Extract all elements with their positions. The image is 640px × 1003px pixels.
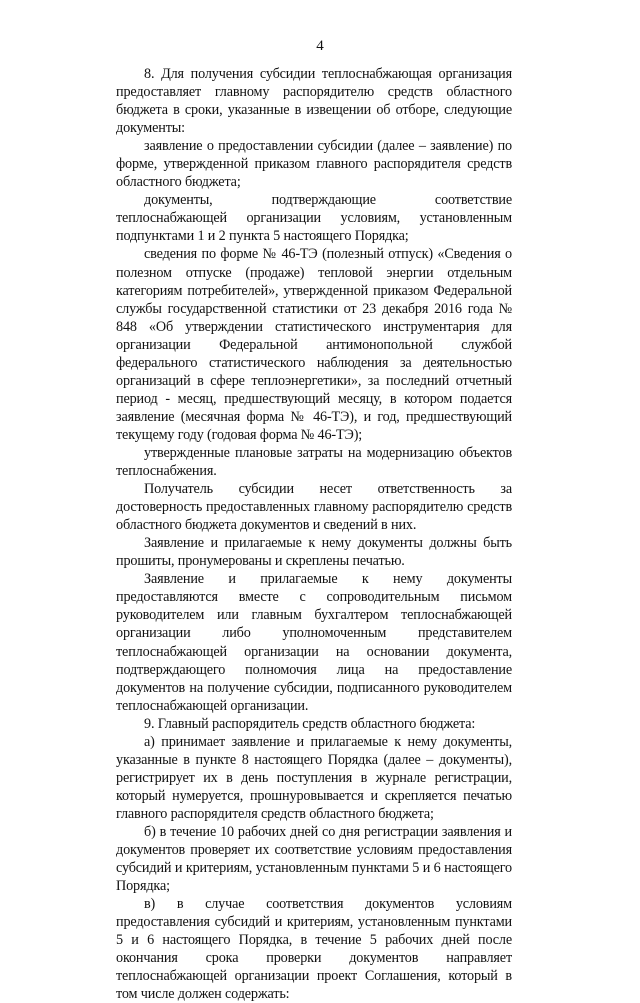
paragraph-planned-costs: утвержденные плановые затраты на модернизацию объектов теплоснабжения.: [116, 444, 512, 480]
paragraph-9a: а) принимает заявление и прилагаемые к нему документы, указанные в пункте 8 настоящего Порядка (далее – документы), регистрирует их в день поступления в журнале регистрации, который нумеруется, прошнуровывается и скрепляется печатью главного распорядителя средств областного бюджета;: [116, 733, 512, 822]
paragraph-binding: Заявление и прилагаемые к нему документы должны быть прошиты, пронумерованы и скреплены печатью.: [116, 535, 512, 570]
paragraph-application: заявление о предоставлении субсидии (далее – заявление) по форме, утвержденной приказом главного распорядителя средств областного бюджета;: [116, 138, 512, 191]
paragraph-form-46-te: сведения по форме № 46-ТЭ (полезный отпуск) «Сведения о полезном отпуске (продаже) тепловой энергии отдельным категориям потребителей», утвержденной приказом Федеральной службы государственной статистики от 23 декабря 2016 года № 848 «Об утверждении статистического инструментария для организации Федеральной антимонопольной службой федерального статистического наблюдения за деятельностью организаций в сфере теплоэнергетики», за последний отчетный период - месяц, предшествующий месяцу, в котором подается заявление (месячная форма № 46-ТЭ), и год, предшествующий текущему году (годовая форма № 46-ТЭ);: [116, 246, 512, 443]
paragraph-9-intro: 9. Главный распорядитель средств областного бюджета:: [144, 715, 476, 732]
page-number: 4: [316, 38, 324, 54]
paragraph-compliance-documents: документы, подтверждающие соответствие теплоснабжающей организации условиям, установленным подпунктами 1 и 2 пункта 5 настоящего Порядка;: [116, 192, 512, 245]
paragraph-responsibility: Получатель субсидии несет ответственность за достоверность предоставленных главному распорядителю средств областного бюджета документов и сведений в них.: [116, 481, 512, 534]
paragraph-cover-letter: Заявление и прилагаемые к нему документы предоставляются вместе с сопроводительным письмом руководителем или главным бухгалтером теплоснабжающей организации либо уполномоченным представителем теплоснабжающей организации на основании документа, подтверждающего полномочия лица на предоставление документов на получение субсидии, подписанного руководителем теплоснабжающей организации.: [116, 571, 512, 714]
paragraph-8-intro: 8. Для получения субсидии теплоснабжающая организация предоставляет главному распорядителю средств областного бюджета в сроки, указанные в извещении об отборе, следующие документы:: [116, 66, 512, 137]
paragraph-9v: в) в случае соответствия документов условиям предоставления субсидий и критериям, установленным пунктами 5 и 6 настоящего Порядка, в течение 5 рабочих дней после окончания срока проверки документов направляет теплоснабжающей организации проект Соглашения, который в том числе должен содержать:: [116, 896, 512, 1003]
document-body: [116, 65, 512, 1003]
paragraph-9b: б) в течение 10 рабочих дней со дня регистрации заявления и документов проверяет их соответствие условиям предоставления субсидий и критериям, установленным пунктами 5 и 6 настоящего Порядка;: [116, 823, 512, 895]
